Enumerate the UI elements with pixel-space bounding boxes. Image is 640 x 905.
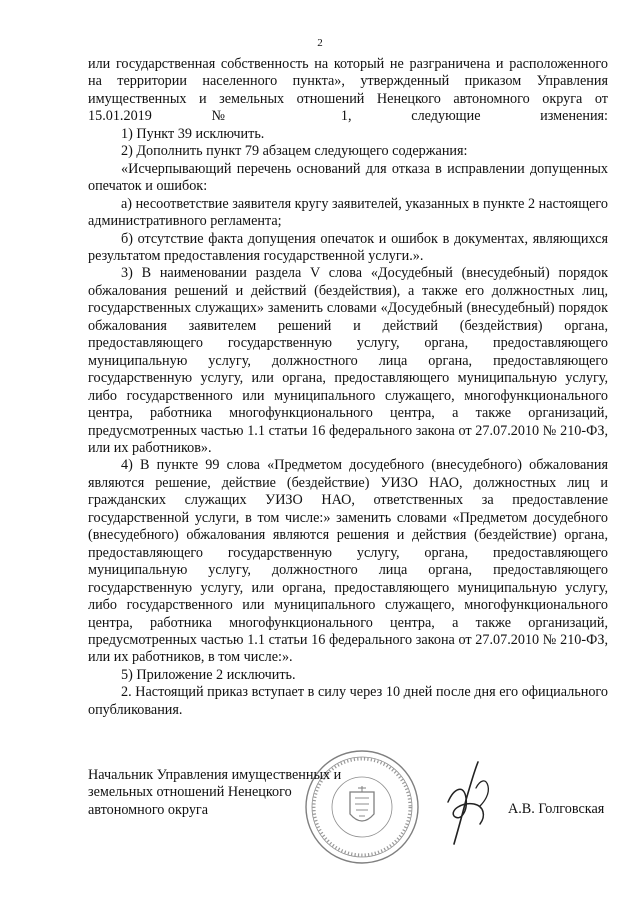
paragraph: «Исчерпывающий перечень оснований для отказа в исправлении допущенных опечаток и ошибок: bbox=[88, 160, 608, 195]
page-number: 2 bbox=[317, 37, 323, 49]
signatory-position-line: Начальник Управления имущественных и bbox=[88, 767, 342, 783]
paragraph: 3) В наименовании раздела V слова «Досудебный (внесудебный) порядок обжалования решений и действий (бездействия), а также его должностных лиц, государственных служащих» заменить словами «Досудебный (внесудебный) порядок обжалования заявителем решений и действий (бездействия) органа, предоставляющего государственную услугу, органа, предоставляющего муниципальную услугу, должностного лица органа, предоставляющего государственную услугу, или органа, предоставляющего муниципальную услугу, либо государственного или муниципального служащего, многофункционального центра, работника многофункционального центра, а также организаций, предусмотренных частью 1.1 статьи 16 федерального закона от 27.07.2010 № 210-ФЗ, или их работников». bbox=[88, 265, 608, 456]
paragraph: б) отсутствие факта допущения опечаток и ошибок в документах, являющихся результатом предоставления государственной услуги.». bbox=[88, 230, 608, 264]
paragraph: или государственная собственность на который не разграничена и расположенного на территории населенного пункта», утвержденный приказом Управления имущественных и земельных отношений Ненецкого автономного округа от 15.01.2019 № 1, следующие изменения: bbox=[88, 56, 608, 125]
paragraph: 4) В пункте 99 слова «Предметом досудебного (внесудебного) обжалования являются решение, действие (бездействие) УИЗО НАО, должностных лиц и гражданских служащих УИЗО НАО, ответственных за предоставление государственной услуги, в том числе:» заменить словами «Предметом досудебного (внесудебного) обжалования являются решения и действия (бездействие) органа, предоставляющего государственную услугу, органа, предоставляющего муниципальную услугу, должностного лица органа, предоставляющего государственную услугу, или органа, предоставляющего муниципальную услугу, либо государственного или муниципального служащего, многофункционального центра, работника многофункционального центра, а также организаций, предусмотренных частью 1.1 статьи 16 федерального закона от 27.07.2010 № 210-ФЗ, или их работников, в том числе:». bbox=[88, 457, 608, 666]
paragraph: 2) Дополнить пункт 79 абзацем следующего содержания: bbox=[121, 143, 468, 160]
signatory-name: А.В. Голговская bbox=[508, 801, 605, 817]
paragraph: а) несоответствие заявителя кругу заявителей, указанных в пункте 2 настоящего административного регламента; bbox=[88, 195, 608, 230]
signatory-position-line: автономного округа bbox=[88, 801, 209, 818]
document-body bbox=[88, 56, 608, 719]
signature-block bbox=[88, 767, 608, 819]
signatory-position bbox=[88, 767, 348, 819]
signatory-position-line: земельных отношений Ненецкого bbox=[88, 784, 292, 801]
paragraph: 5) Приложение 2 исключить. bbox=[121, 666, 296, 683]
paragraph: 2. Настоящий приказ вступает в силу через 10 дней после дня его официального опубликования. bbox=[88, 684, 608, 718]
paragraph: 1) Пункт 39 исключить. bbox=[121, 125, 265, 142]
